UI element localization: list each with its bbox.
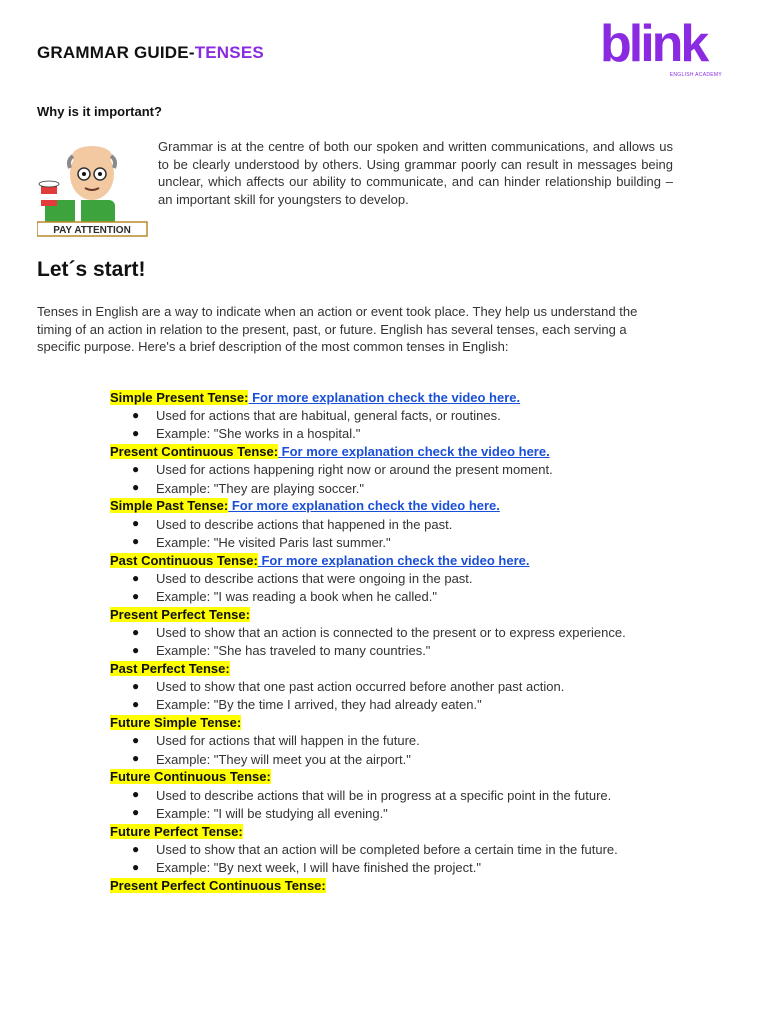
tense-name: Future Continuous Tense: [110,769,271,785]
tense-item [110,606,710,660]
list-item: ● Used to describe actions that happened in the past. [132,516,453,532]
list-item: ● Example: "By the time I arrived, they had already eaten." [132,697,482,713]
bullet-icon: ● [132,751,140,766]
section-heading-why: Why is it important? [37,104,162,119]
list-item: ● Used for actions happening right now or around the present moment. [132,462,553,478]
bullet-icon: ● [132,805,140,820]
tense-item [110,497,710,551]
video-link[interactable]: For more explanation check the video here. [278,444,550,460]
list-item: ● Example: "By next week, I will have finished the project." [132,859,481,875]
character-illustration [37,138,149,238]
bullet-icon: ● [132,624,140,639]
video-link[interactable]: For more explanation check the video here. [257,552,530,568]
list-item: ● Used to show that an action will be completed before a certain time in the future. [132,841,618,857]
list-item: ● Used for actions that will happen in the future. [132,733,420,749]
list-item: ● Example: "They will meet you at the airport." [132,751,411,767]
tense-name: Simple Present Tense: [110,390,249,405]
tense-name: Simple Past Tense: [110,498,229,514]
logo-word: blink [600,15,707,73]
bullet-icon: ● [132,534,140,549]
list-item: ● Example: "He visited Paris last summer." [132,534,391,550]
bullet-icon: ● [132,642,140,657]
bullet-icon: ● [132,570,140,585]
tenses-intro-paragraph: Tenses in English are a way to indicate when an action or event took place. They help us understand the timing of an action in relation to the present, past, or future. English has several tenses, each serving a specific purpose. Here's a brief description of the most common tenses in English: [37,304,638,354]
video-link[interactable]: For more explanation check the video here. [228,498,500,514]
bullet-icon: ● [132,516,140,531]
bullet-icon: ● [132,408,140,422]
logo [600,15,724,82]
tense-name: Present Continuous Tense: [110,444,279,460]
tense-item [110,389,710,443]
tense-item [110,768,710,822]
tense-list [110,389,710,895]
list-item: ● Used for actions that are habitual, general facts, or routines. [132,408,501,424]
list-item: ● Example: "I will be studying all evening." [132,805,388,821]
tense-item [110,877,710,895]
list-item: ● Example: "They are playing soccer." [132,480,364,496]
bullet-icon: ● [132,588,140,603]
tense-name: Past Continuous Tense: [110,552,258,568]
list-item: ● Example: "She has traveled to many countries." [132,642,431,659]
title-main: GRAMMAR GUIDE- [37,43,195,62]
section-heading-start: Let´s start! [37,258,146,281]
bullet-icon: ● [132,462,140,477]
logo-tagline: ENGLISH ACADEMY [669,72,722,78]
list-item: ● Used to describe actions that will be in progress at a specific point in the future. [132,787,612,803]
list-item: ● Example: "I was reading a book when he called." [132,588,437,604]
bullet-icon: ● [132,733,140,748]
list-item: ● Used to describe actions that were ongoing in the past. [132,570,473,586]
list-item: ● Used to show that an action is connected to the present or to express experience. [132,624,626,641]
page-title [37,43,264,63]
list-item: ● Example: "She works in a hospital." [132,426,361,442]
bullet-icon: ● [132,426,140,441]
tense-item [110,823,710,877]
intro-paragraph: Grammar is at the centre of both our spoken and written communications, and allows us to be clearly understood by others. Using grammar poorly can result in messages being unclear, which affects our ability to communicate, and can hinder relationship building – an important skill for youngsters to develop. [158,139,673,207]
bullet-icon: ● [132,841,140,856]
bullet-icon: ● [132,678,140,693]
bullet-icon: ● [132,859,140,874]
tense-name: Past Perfect Tense: [110,660,230,676]
title-accent: TENSES [194,43,264,62]
tense-item [110,443,710,497]
video-link[interactable]: For more explanation check the video here. [248,390,521,405]
list-item: ● Used to show that one past action occurred before another past action. [132,678,565,695]
tense-name: Present Perfect Continuous Tense: [110,877,326,893]
tense-name: Future Simple Tense: [110,715,242,731]
image-caption: PAY ATTENTION [53,225,131,236]
tense-name: Present Perfect Tense: [110,606,250,622]
bullet-icon: ● [132,787,140,802]
tense-name: Future Perfect Tense: [110,823,243,839]
tense-item [110,714,710,768]
bullet-icon: ● [132,480,140,495]
bullet-icon: ● [132,697,140,712]
tense-item [110,552,710,606]
tense-item [110,660,710,714]
